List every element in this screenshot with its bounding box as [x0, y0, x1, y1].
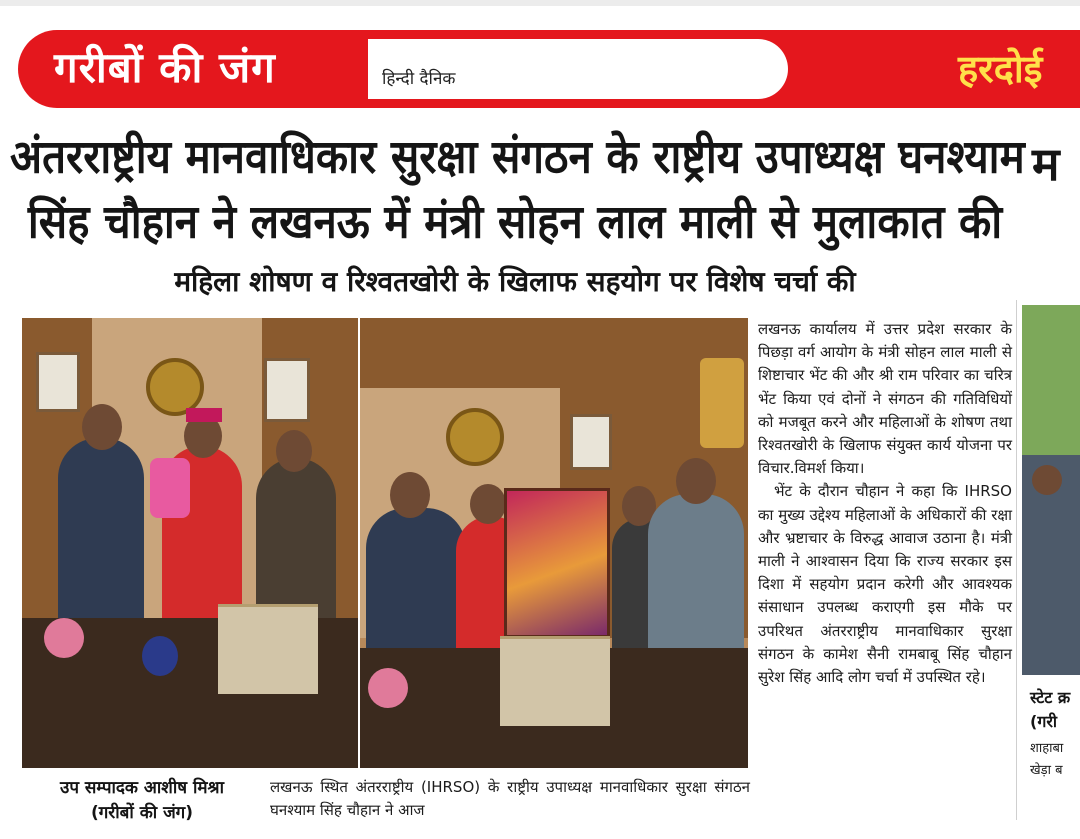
news-photo-right	[360, 318, 748, 768]
article-paragraph-2: भेंट के दौरान चौहान ने कहा कि IHRSO का मुख्य उद्देश्य महिलाओं के अधिकारों की रक्षा और भ्रष्टाचार के विरुद्ध आवाज उठाना है। मंत्री माली ने आश्वासन दिया कि राज्य सरकार इस दिशा में सहयोग प्रदान करेगी और आवश्यक संसाधान उपलब्ध कराएगी इस मौके पर उपरिथत अंतरराष्ट्रीय मानवाधिकार सुरक्षा संगठन के कामेश सैनी रामबाबू सिंह चौहान सुरेश सिंह आदि लोग चर्चा में उपस्थित रहे।	[758, 482, 1012, 687]
side-caption-line-1: स्टेट क्र	[1030, 688, 1071, 707]
side-story-text	[1030, 738, 1080, 782]
side-story-headline: म	[1032, 137, 1060, 191]
newspaper-title: गरीबों की जंग	[54, 43, 276, 92]
newspaper-subtitle: हिन्दी दैनिक	[382, 69, 456, 89]
subheadline: महिला शोषण व रिश्वतखोरी के खिलाफ सहयोग पर विशेष चर्चा की	[174, 265, 856, 298]
article-body	[758, 318, 1012, 689]
byline-name: उप सम्पादक आशीष मिश्रा	[60, 778, 224, 798]
masthead	[18, 30, 1080, 108]
side-text-line-2: खेड़ा ब	[1030, 763, 1063, 778]
side-story-photo	[1022, 305, 1080, 675]
column-divider	[1016, 300, 1017, 820]
side-text-line-1: शाहाबा	[1030, 741, 1064, 756]
byline	[22, 776, 262, 826]
side-caption-line-2: (गरी	[1030, 712, 1058, 731]
top-strip	[0, 0, 1080, 6]
headline-line-2: सिंह चौहान ने लखनऊ में मंत्री सोहन लाल माली से मुलाकात की	[27, 194, 1003, 249]
edition-city: हरदोई	[958, 47, 1043, 91]
byline-paper: (गरीबों की जंग)	[90, 803, 194, 823]
article-paragraph-1: लखनऊ कार्यालय में उत्तर प्रदेश सरकार के पिछड़ा वर्ग आयोग के मंत्री सोहन लाल माली से शिष्टाचार भेंट की और श्री राम परिवार का चरित्र भेंट किया एवं दोनों ने संगठन की गतिविधियों को मजबूत करने और महिलाओं के शोषण तथा रिश्वतखोरी के खिलाफ संयुक्त कार्य योजना पर विचार.विमर्श किया।	[758, 320, 1012, 478]
article-lead: लखनऊ स्थित अंतरराष्ट्रीय (IHRSO) के राष्ट्रीय उपाध्यक्ष मानवाधिकार सुरक्षा संगठन घनश्याम सिंह चौहान ने आज	[270, 778, 750, 819]
news-photo-left	[22, 318, 358, 768]
side-story-caption	[1030, 686, 1080, 734]
headline-line-1: अंतरराष्ट्रीय मानवाधिकार सुरक्षा संगठन के राष्ट्रीय उपाध्यक्ष घनश्याम	[10, 129, 1025, 184]
